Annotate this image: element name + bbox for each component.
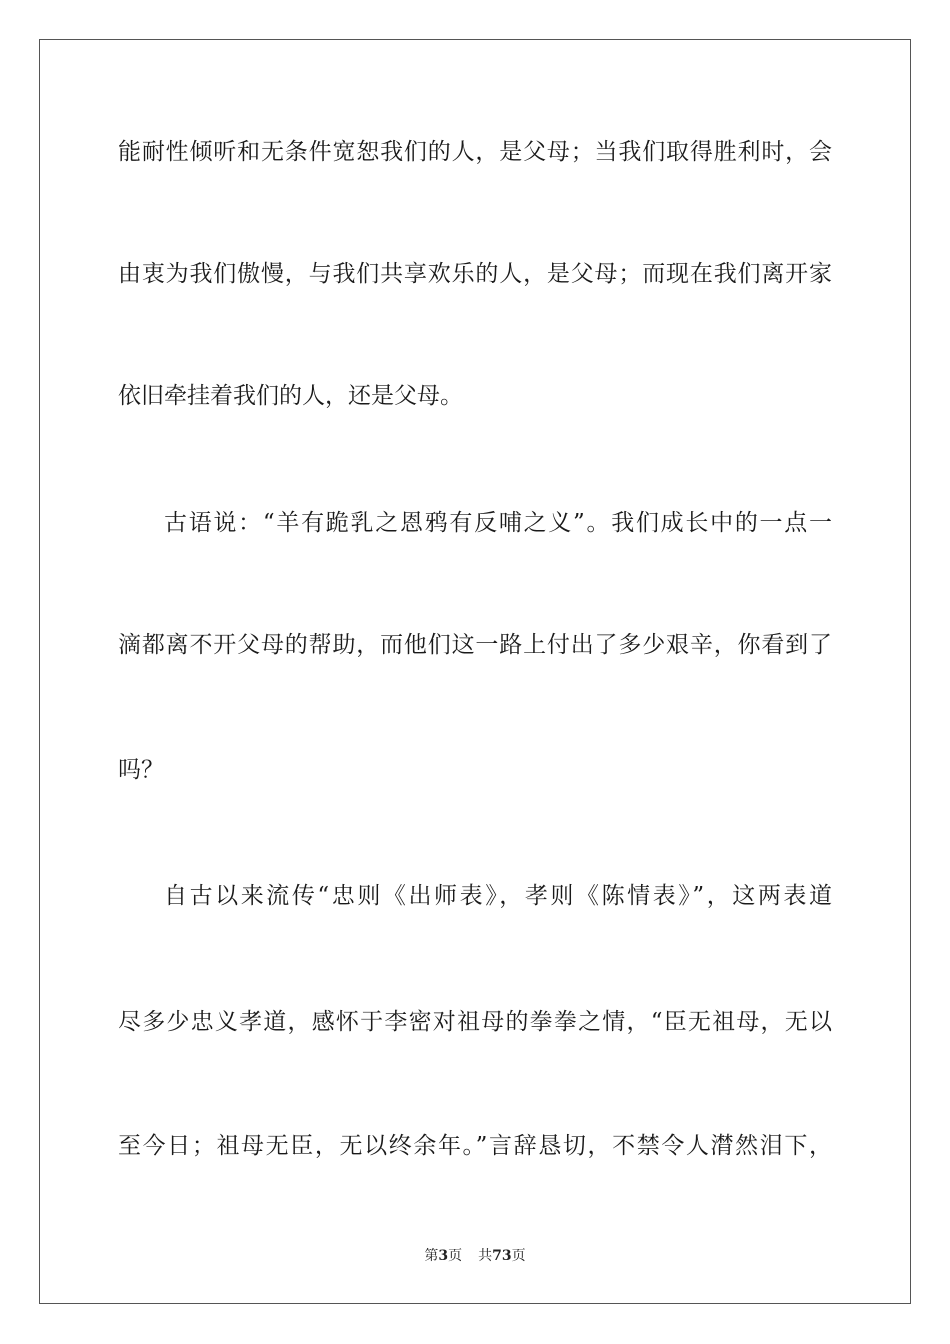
page-prefix: 第: [424, 1248, 439, 1264]
total-suffix: 页: [511, 1248, 526, 1264]
total-pages: 73: [492, 1248, 512, 1264]
paragraph-1-line-1: 能耐性倾听和无条件宽恕我们的人，是父母；当我们取得胜利时，会: [118, 139, 832, 165]
page-border: [39, 39, 911, 1304]
paragraph-2-line-2: 滴都离不开父母的帮助，而他们这一路上付出了多少艰辛，你看到了: [118, 632, 832, 658]
paragraph-3-line-1: 自古以来流传“忠则《出师表》，孝则《陈情表》”，这两表道: [164, 883, 832, 909]
page-number: 3: [438, 1248, 449, 1264]
paragraph-2-line-1: 古语说：“羊有跪乳之恩鸦有反哺之义”。我们成长中的一点一: [164, 510, 832, 536]
total-prefix: 共: [478, 1248, 493, 1264]
paragraph-3-line-3: 至今日；祖母无臣，无以终余年。”言辞恳切，不禁令人潸然泪下，: [118, 1133, 832, 1159]
paragraph-2-line-3: 吗？: [118, 757, 164, 783]
page-suffix: 页: [448, 1248, 463, 1264]
page-footer: [0, 1247, 950, 1265]
paragraph-1-line-2: 由衷为我们傲慢，与我们共享欢乐的人，是父母；而现在我们离开家: [118, 261, 832, 287]
paragraph-3-line-2: 尽多少忠义孝道，感怀于李密对祖母的拳拳之情，“臣无祖母，无以: [118, 1009, 832, 1035]
paragraph-1-line-3: 依旧牵挂着我们的人，还是父母。: [118, 383, 463, 409]
